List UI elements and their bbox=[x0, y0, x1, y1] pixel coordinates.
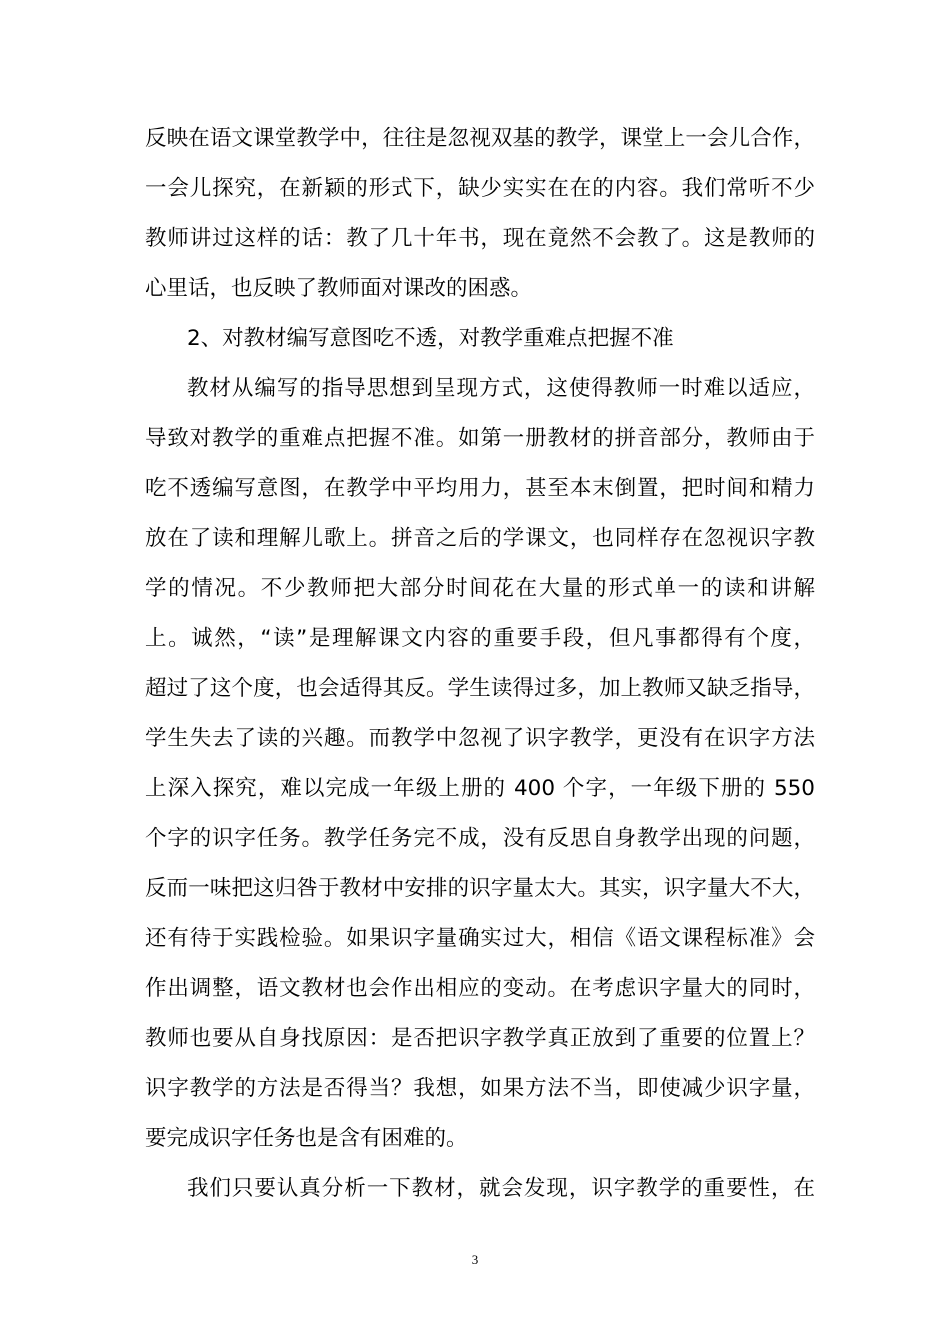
text-line: 学的情况。不少教师把大部分时间花在大量的形式单一的读和讲解 bbox=[145, 576, 815, 601]
text-line: 反映在语文课堂教学中，往往是忽视双基的教学，课堂上一会儿合作， bbox=[145, 126, 815, 151]
text-line: 一会儿探究，在新颖的形式下，缺少实实在在的内容。我们常听不少 bbox=[145, 176, 815, 201]
text-line: 作出调整，语文教材也会作出相应的变动。在考虑识字量大的同时， bbox=[145, 976, 815, 1001]
text-line: 上。诚然，“读”是理解课文内容的重要手段，但凡事都得有个度， bbox=[145, 626, 815, 651]
text-line: 教师也要从自身找原因：是否把识字教学真正放到了重要的位置上？ bbox=[145, 1026, 815, 1051]
text-line: 个字的识字任务。教学任务完不成，没有反思自身教学出现的问题， bbox=[145, 826, 815, 851]
page-number: 3 bbox=[471, 1252, 479, 1267]
section-heading: 2、对教材编写意图吃不透，对教学重难点把握不准 bbox=[187, 326, 674, 351]
text-line: 超过了这个度，也会适得其反。学生读得过多，加上教师又缺乏指导， bbox=[145, 676, 815, 701]
text-line: 识字教学的方法是否得当？我想，如果方法不当，即使减少识字量， bbox=[145, 1076, 815, 1101]
text-line: 放在了读和理解儿歌上。拼音之后的学课文，也同样存在忽视识字教 bbox=[145, 526, 815, 551]
text-line: 还有待于实践检验。如果识字量确实过大，相信《语文课程标准》会 bbox=[145, 926, 815, 951]
text-line: 我们只要认真分析一下教材，就会发现，识字教学的重要性，在 bbox=[187, 1176, 815, 1201]
body-text bbox=[145, 114, 815, 1214]
text-line: 学生失去了读的兴趣。而教学中忽视了识字教学，更没有在识字方法 bbox=[145, 726, 815, 751]
text-line: 心里话，也反映了教师面对课改的困惑。 bbox=[145, 276, 533, 301]
text-line: 反而一味把这归咎于教材中安排的识字量太大。其实，识字量大不大， bbox=[145, 876, 815, 901]
text-line: 要完成识字任务也是含有困难的。 bbox=[145, 1126, 468, 1151]
text-line: 教材从编写的指导思想到呈现方式，这使得教师一时难以适应， bbox=[187, 376, 815, 401]
text-line: 导致对教学的重难点把握不准。如第一册教材的拼音部分，教师由于 bbox=[145, 426, 815, 451]
text-line: 上深入探究，难以完成一年级上册的 400 个字，一年级下册的 550 bbox=[145, 776, 815, 801]
text-line: 吃不透编写意图，在教学中平均用力，甚至本末倒置，把时间和精力 bbox=[145, 476, 815, 501]
text-line: 教师讲过这样的话：教了几十年书，现在竟然不会教了。这是教师的 bbox=[145, 226, 815, 251]
